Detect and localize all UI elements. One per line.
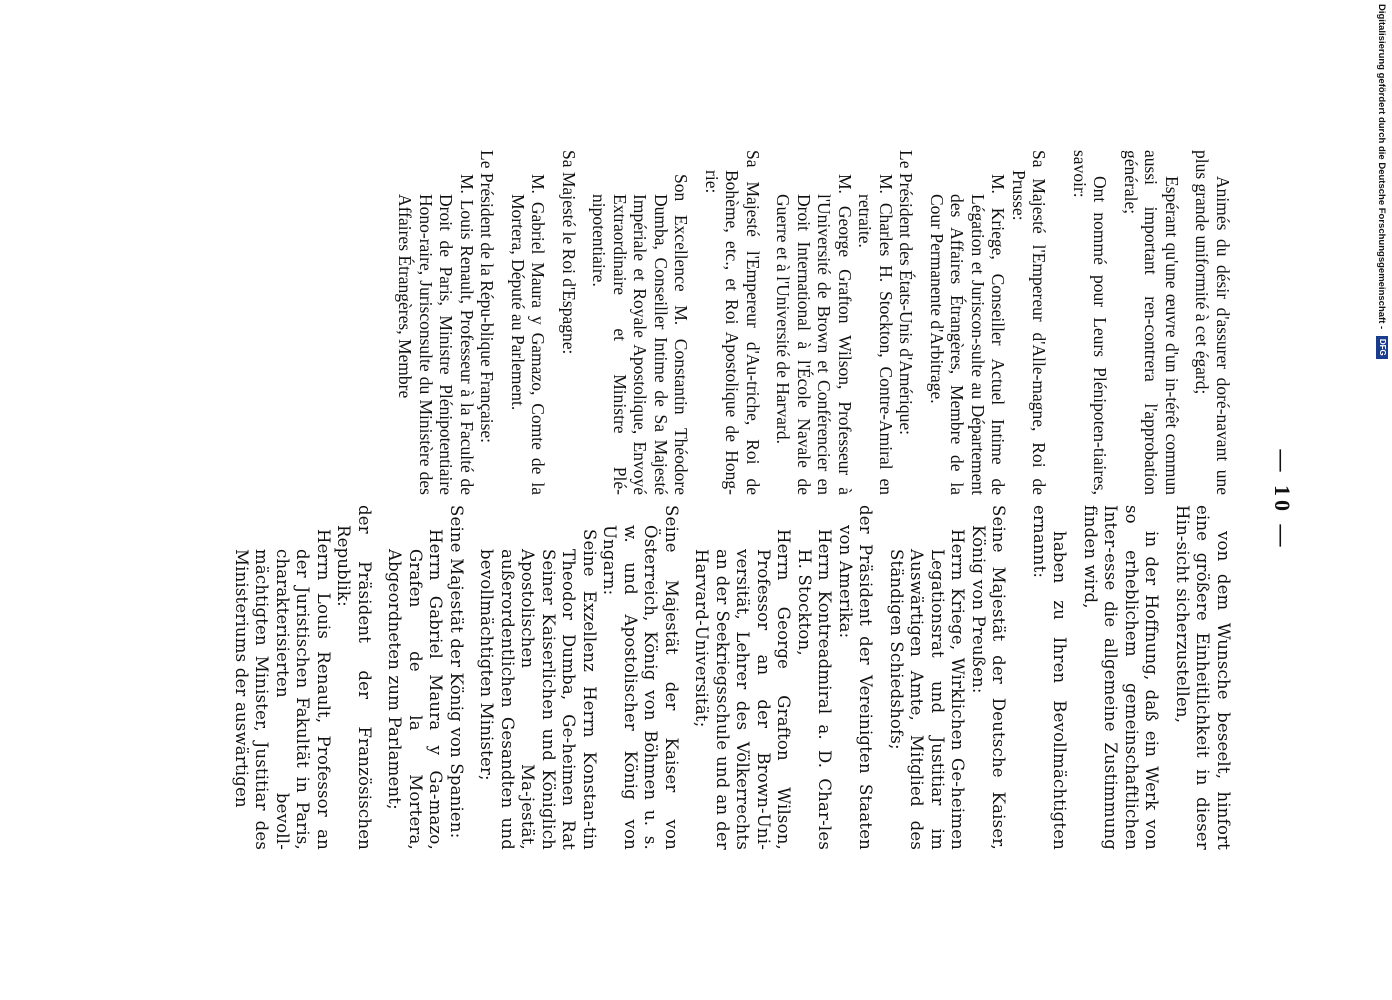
german-sovereign-germany: Seine Majestät der Deutsche Kaiser, König von Preußen: bbox=[969, 505, 1009, 850]
dfg-logo: DFG bbox=[1376, 336, 1388, 359]
german-delegate-spain: Herrn Gabriel Maura y Ga-mazo, Grafen de la Mortera, Abgeordneten zum Parlament; bbox=[385, 529, 446, 850]
german-delegate-usa-2: Herrn George Grafton Wilson, Professor an der Brown-Uni-versität, Lehrer des Völkerrechts an der Seekriegsschule und an der Harvard-Universität; bbox=[692, 529, 794, 850]
french-sovereign-france: Le Président de la Répu-blique Française: bbox=[477, 150, 498, 444]
german-intro-3: haben zu Ihren Bevollmächtigten ernannt: bbox=[1030, 505, 1070, 850]
digitization-credit bbox=[1370, 4, 1392, 996]
french-delegate-france: M. Louis Renault, Professeur à la Faculté de Droit de Paris, Ministre Plénipotentiaire Hono-raire, Jurisconsulte du Ministère des Affaires Étrangères, Membre bbox=[395, 174, 477, 495]
french-intro-3: Ont nommé pour Leurs Plénipoten-tiaires, savoir: bbox=[1070, 150, 1111, 495]
french-sovereign-usa: Le Président des États-Unis d'Amérique: bbox=[896, 150, 917, 436]
page-number: — 10 — bbox=[1270, 449, 1295, 551]
french-column bbox=[113, 150, 1233, 495]
german-sovereign-usa: der Präsident der Vereinigten Staaten von Amerika: bbox=[836, 505, 876, 850]
german-intro-2: in der Hoffnung, daß ein Werk von so erheblichem gemeinschaftlichen Inter-esse die allgemeine Zustimmung finden wird, bbox=[1081, 505, 1162, 850]
german-sovereign-spain: Seine Majestät der König von Spanien: bbox=[447, 505, 466, 839]
french-sovereign-germany: Sa Majesté l'Empereur d'Alle-magne, Roi de Prusse: bbox=[1009, 150, 1050, 495]
french-delegate-usa-2: M. George Grafton Wilson, Professeur à l'Université de Brown et Conférencier en Droit International à l'École Navale de Guerre et à l'Université de Harvard. bbox=[773, 174, 855, 495]
german-column bbox=[113, 505, 1233, 850]
french-delegate-germany: M. Kriege, Conseiller Actuel Intime de Légation et Juriscon-sulte au Département des Affaires Étrangères, Membre de la Cour Permanente d'Arbitrage. bbox=[927, 174, 1009, 495]
german-sovereign-austria: Seine Majestät der Kaiser von Österreich, König von Böhmen u. s. w. und Apostolischer König von Ungarn: bbox=[600, 505, 681, 850]
german-sovereign-france: der Präsident der Französischen Republik: bbox=[334, 505, 374, 850]
french-delegate-spain: M. Gabriel Maura y Gamazo, Comte de la Mortera, Député au Parlement. bbox=[508, 174, 549, 495]
german-delegate-germany: Herrn Kriege, Wirklichen Ge-heimen Legationsrat und Justitiar im Auswärtigen Amte, Mitglied des Ständigen Schiedshofs; bbox=[887, 529, 968, 850]
french-intro-2: Espérant qu'une œuvre d'un in-térêt commun aussi important ren-contrera l'approbation générale; bbox=[1121, 150, 1182, 495]
german-delegate-austria: Seine Exzellenz Herrn Konstan-tin Theodor Dumba, Ge-heimen Rat Seiner Kaiserlichen und Königlich Apostolischen Ma-jestät, außerordentlichen Gesandten und bevollmächtigten Minister; bbox=[477, 529, 599, 850]
german-delegate-france: Herrn Louis Renault, Professor an der Juristischen Fakultät in Paris, charakterisierten bevoll-mächtigten Minister, Justitiar des Ministeriums der auswärtigen bbox=[232, 529, 333, 850]
french-sovereign-spain: Sa Majesté le Roi d'Espagne: bbox=[559, 150, 579, 355]
french-sovereign-austria: Sa Majesté l'Empereur d'Au-triche, Roi de Bohème, etc., et Roi Apostolique de Hong-rie: bbox=[702, 150, 763, 495]
credit-text: Digitalisierung gefördert durch die Deutsche Forschungsgemeinschaft - bbox=[1376, 4, 1387, 330]
french-delegate-austria: Son Excellence M. Constantin Théodore Dumba, Conseiller Intime de Sa Majesté Impériale et Royale Apostolique, Envoyé Extraordinaire et Ministre Plé-nipotentiaire. bbox=[589, 174, 692, 495]
french-delegate-usa-1: M. Charles H. Stockton, Contre-Amiral en retraite. bbox=[855, 174, 896, 495]
french-intro-1: Animés du désir d'assurer doré-navant une plus grande uniformité à cet égard; bbox=[1192, 150, 1233, 495]
german-intro-1: von dem Wunsche beseelt, hinfort eine größere Einheitlichkeit in dieser Hin-sicht sicherzustellen, bbox=[1173, 505, 1233, 850]
german-delegate-usa-1: Herrn Kontreadmiral a. D. Char-les H. Stockton, bbox=[795, 529, 835, 850]
